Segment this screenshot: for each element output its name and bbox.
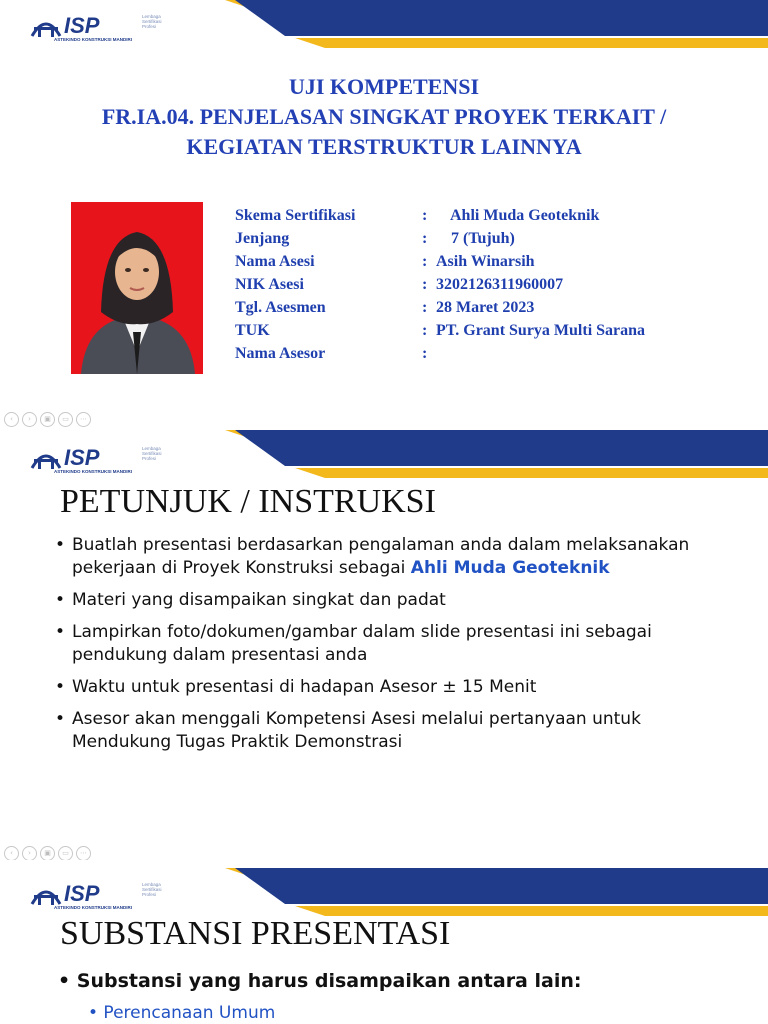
info-colon: :: [422, 345, 428, 362]
bullet-text: Buatlah presentasi berdasarkan pengalaman anda dalam melaksanakan pekerjaan di Proyek Konstruksi sebagai: [72, 535, 690, 578]
header-banner: [225, 430, 768, 478]
slide-nav-controls: [4, 846, 91, 861]
isp-logo: [30, 442, 170, 476]
info-colon: :: [422, 253, 428, 270]
substance-item: • Perencanaan Umum: [88, 1003, 276, 1023]
logo-tagline: Lembaga Sertifikasi Profesi: [142, 14, 162, 29]
comment-icon[interactable]: ▭: [58, 412, 73, 427]
more-icon[interactable]: ⋯: [76, 846, 91, 861]
svg-text:ISP: ISP: [64, 13, 100, 38]
image-icon[interactable]: ▣: [40, 846, 55, 861]
isp-logo: [30, 10, 170, 44]
info-key: Nama Asesi: [235, 253, 315, 270]
title-line-3: KEGIATAN TERSTRUKTUR LAINNYA: [186, 134, 582, 159]
svg-text:ISP: ISP: [64, 881, 100, 906]
list-item: • Lampirkan foto/dokumen/gambar dalam slide presentasi ini sebagai pendukung dalam presentasi anda: [55, 621, 745, 667]
image-icon[interactable]: ▣: [40, 412, 55, 427]
isp-logo: [30, 878, 170, 912]
asesi-photo: [71, 202, 203, 374]
slide-title: [0, 72, 768, 162]
slide-heading: SUBSTANSI PRESENTASI: [60, 915, 451, 952]
list-item: [55, 534, 745, 580]
instruction-list: [55, 534, 745, 763]
slide-2: [0, 430, 768, 840]
logo-subtitle: ASTEKINDO KONSTRUKSI MANDIRI: [54, 37, 133, 42]
list-item: • Materi yang disampaikan singkat dan padat: [55, 589, 745, 612]
info-key: Jenjang: [235, 230, 290, 247]
title-line-1: UJI KOMPETENSI: [288, 74, 480, 99]
info-value: 7 (Tujuh): [451, 230, 515, 247]
info-value: 3202126311960007: [436, 276, 564, 293]
info-value: PT. Grant Surya Multi Sarana: [436, 322, 646, 339]
info-key: Tgl. Asesmen: [235, 299, 326, 316]
info-key: Nama Asesor: [235, 345, 326, 362]
more-icon[interactable]: ⋯: [76, 412, 91, 427]
info-value: 28 Maret 2023: [436, 299, 535, 316]
info-colon: :: [422, 230, 428, 247]
svg-text:ISP: ISP: [64, 445, 100, 470]
info-colon: :: [422, 299, 428, 316]
substance-lead: • Substansi yang harus disampaikan antara lain:: [58, 970, 582, 992]
logo-tagline: Lembaga Sertifikasi Profesi: [142, 446, 162, 461]
info-key: Skema Sertifikasi: [235, 207, 356, 224]
info-value: Ahli Muda Geoteknik: [450, 207, 600, 224]
comment-icon[interactable]: ▭: [58, 846, 73, 861]
info-colon: :: [422, 322, 428, 339]
logo-subtitle: ASTEKINDO KONSTRUKSI MANDIRI: [54, 469, 133, 474]
info-key: NIK Asesi: [235, 276, 304, 293]
info-colon: :: [422, 276, 428, 293]
info-key: TUK: [235, 322, 270, 339]
slide-heading: PETUNJUK / INSTRUKSI: [60, 483, 436, 520]
info-colon: :: [422, 207, 428, 224]
header-banner: [225, 0, 768, 48]
bullet-highlight: Ahli Muda Geoteknik: [410, 558, 610, 578]
list-item: • Waktu untuk presentasi di hadapan Asesor ± 15 Menit: [55, 676, 745, 699]
back-icon[interactable]: ‹: [4, 412, 19, 427]
info-value: Asih Winarsih: [436, 253, 535, 270]
logo-subtitle: ASTEKINDO KONSTRUKSI MANDIRI: [54, 905, 133, 910]
forward-icon[interactable]: ›: [22, 846, 37, 861]
forward-icon[interactable]: ›: [22, 412, 37, 427]
list-item: • Asesor akan menggali Kompetensi Asesi melalui pertanyaan untuk Mendukung Tugas Praktik Demonstrasi: [55, 708, 745, 754]
header-banner: [225, 868, 768, 916]
slide-1: [0, 0, 768, 410]
slide-nav-controls: [4, 412, 91, 427]
back-icon[interactable]: ‹: [4, 846, 19, 861]
logo-tagline: Lembaga Sertifikasi Profesi: [142, 882, 162, 897]
title-line-2: FR.IA.04. PENJELASAN SINGKAT PROYEK TERKAIT /: [101, 104, 667, 129]
slide-3: [0, 860, 768, 1024]
